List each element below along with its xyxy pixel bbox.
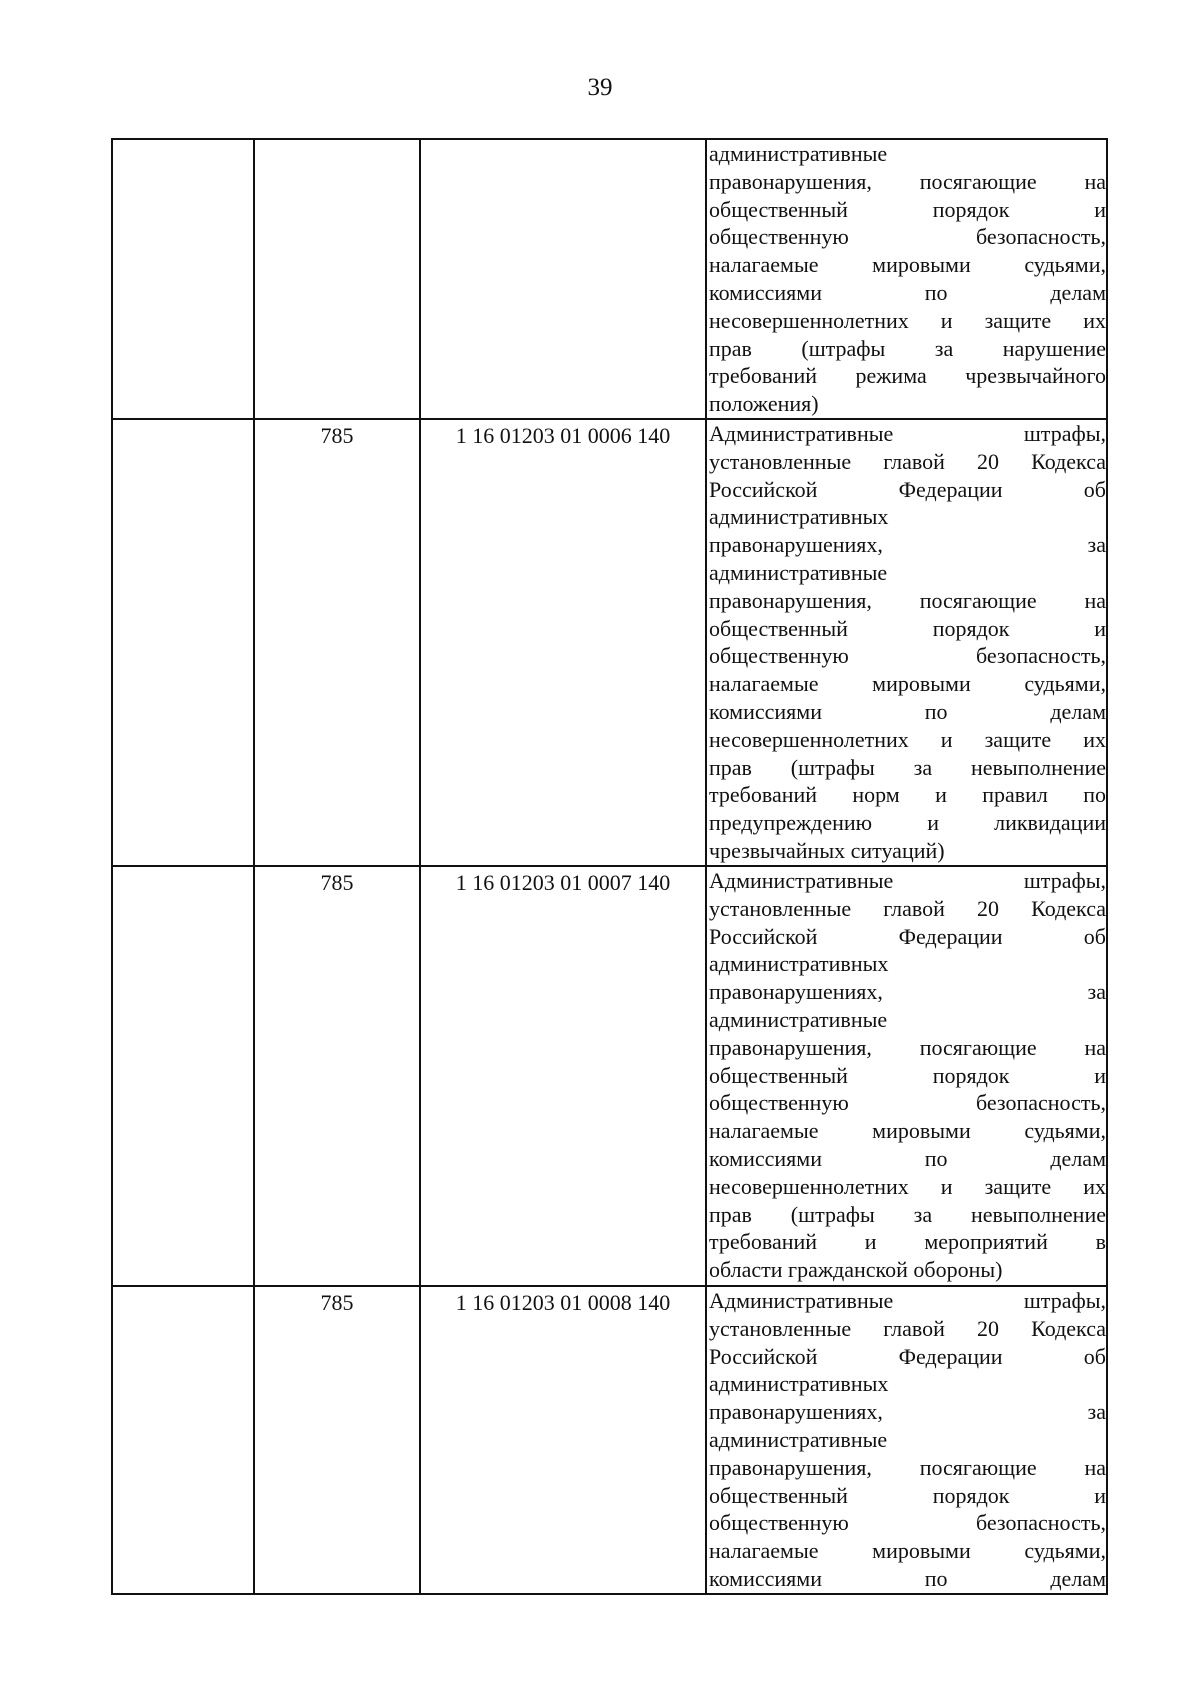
description-line: Административные штрафы, bbox=[709, 1287, 1106, 1313]
description-line: требований норм и правил по bbox=[709, 782, 1106, 808]
description-line: установленные главой 20 Кодекса bbox=[709, 895, 1106, 921]
description-line: административные bbox=[709, 1426, 888, 1452]
description-line: Российской Федерации об bbox=[709, 476, 1106, 502]
admin-code-cell: 785 bbox=[254, 1286, 420, 1594]
description-line: положения) bbox=[709, 391, 819, 417]
description-line: комиссиями по делам bbox=[709, 279, 1106, 305]
description-line: требований режима чрезвычайного bbox=[709, 363, 1106, 389]
description-line: комиссиями по делам bbox=[709, 1565, 1106, 1591]
description-line: административные bbox=[709, 559, 888, 585]
description-line: административные bbox=[709, 141, 888, 166]
description-line: общественную безопасность, bbox=[709, 643, 1106, 669]
description-line: налагаемые мировыми судьями, bbox=[709, 671, 1106, 697]
table-row bbox=[112, 866, 1107, 1286]
description-line: области гражданской обороны) bbox=[709, 1257, 1003, 1283]
description-line: правонарушения, посягающие на bbox=[709, 1454, 1106, 1480]
description-line: установленные главой 20 Кодекса bbox=[709, 448, 1106, 474]
kbk-code-cell: 1 16 01203 01 0008 140 bbox=[420, 1286, 706, 1594]
description-line: комиссиями по делам bbox=[709, 1145, 1106, 1171]
description-line: налагаемые мировыми судьями, bbox=[709, 252, 1106, 278]
description-cell bbox=[706, 1286, 1107, 1594]
description-line: налагаемые мировыми судьями, bbox=[709, 1538, 1106, 1564]
budget-classification-table bbox=[111, 138, 1108, 1595]
description-line: правонарушения, посягающие на bbox=[709, 168, 1106, 194]
description-line: общественный порядок и bbox=[709, 196, 1106, 222]
description-line: предупреждению и ликвидации bbox=[709, 810, 1106, 836]
description-line: Российской Федерации об bbox=[709, 1343, 1106, 1369]
description-line: правонарушениях, за bbox=[709, 979, 1106, 1005]
description-line: правонарушениях, за bbox=[709, 1399, 1106, 1425]
description-line: требований и мероприятий в bbox=[709, 1229, 1106, 1255]
description-line: Административные штрафы, bbox=[709, 420, 1106, 446]
description-line: комиссиями по делам bbox=[709, 698, 1106, 724]
empty-cell bbox=[112, 419, 254, 866]
description-line: общественный порядок и bbox=[709, 1062, 1106, 1088]
description-line: правонарушения, посягающие на bbox=[709, 587, 1106, 613]
description-line: общественный порядок и bbox=[709, 1482, 1106, 1508]
admin-code-cell: 785 bbox=[254, 866, 420, 1286]
description-line: несовершеннолетних и защите их bbox=[709, 726, 1106, 752]
description-line: установленные главой 20 Кодекса bbox=[709, 1315, 1106, 1341]
description-line: правонарушениях, за bbox=[709, 532, 1106, 558]
kbk-code-cell: 1 16 01203 01 0006 140 bbox=[420, 419, 706, 866]
description-line: несовершеннолетних и защите их bbox=[709, 1173, 1106, 1199]
description-line: Административные штрафы, bbox=[709, 867, 1106, 893]
description-cell bbox=[706, 419, 1107, 866]
kbk-code-cell: 1 16 01203 01 0007 140 bbox=[420, 866, 706, 1286]
table-row bbox=[112, 1286, 1107, 1594]
description-line: административных bbox=[709, 951, 889, 977]
description-line: несовершеннолетних и защите их bbox=[709, 307, 1106, 333]
description-line: общественную безопасность, bbox=[709, 224, 1106, 250]
admin-code-cell: 785 bbox=[254, 419, 420, 866]
description-cell bbox=[706, 866, 1107, 1286]
empty-cell bbox=[112, 1286, 254, 1594]
description-line: общественную безопасность, bbox=[709, 1510, 1106, 1536]
description-line: Российской Федерации об bbox=[709, 923, 1106, 949]
description-cell bbox=[706, 139, 1107, 419]
description-line: правонарушения, посягающие на bbox=[709, 1034, 1106, 1060]
admin-code-cell bbox=[254, 139, 420, 419]
description-line: прав (штрафы за нарушение bbox=[709, 335, 1106, 361]
empty-cell bbox=[112, 866, 254, 1286]
empty-cell bbox=[112, 139, 254, 419]
kbk-code-cell bbox=[420, 139, 706, 419]
description-line: общественный порядок и bbox=[709, 615, 1106, 641]
table-row bbox=[112, 139, 1107, 419]
description-line: административных bbox=[709, 504, 889, 530]
description-line: прав (штрафы за невыполнение bbox=[709, 754, 1106, 780]
page-number: 39 bbox=[587, 74, 613, 101]
description-line: административные bbox=[709, 1006, 888, 1032]
description-line: чрезвычайных ситуаций) bbox=[709, 837, 945, 863]
table-row bbox=[112, 419, 1107, 866]
description-line: прав (штрафы за невыполнение bbox=[709, 1201, 1106, 1227]
description-line: налагаемые мировыми судьями, bbox=[709, 1118, 1106, 1144]
description-line: административных bbox=[709, 1371, 889, 1397]
description-line: общественную безопасность, bbox=[709, 1090, 1106, 1116]
